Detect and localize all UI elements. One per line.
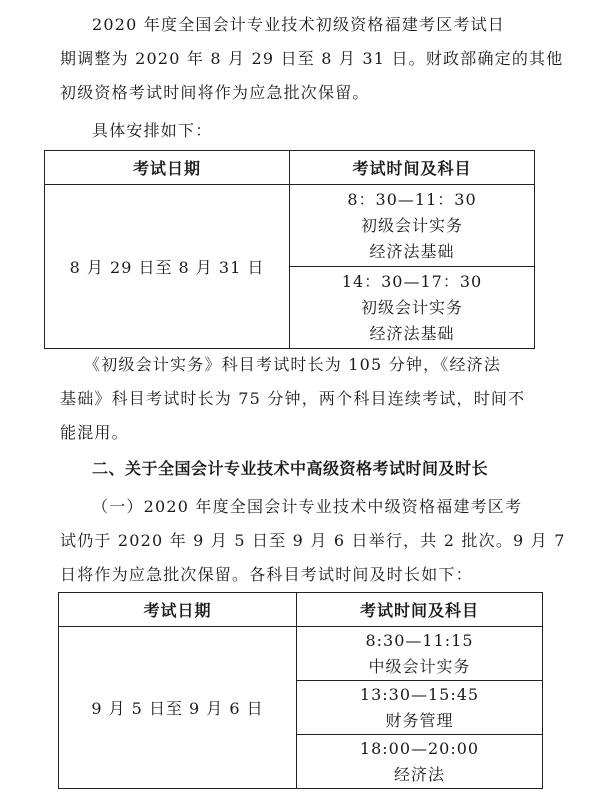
paragraph-1-line-1: 2020 年度全国会计专业技术初级资格福建考区考试日	[92, 15, 506, 34]
session-subject: 财务管理	[385, 710, 454, 730]
session-subject: 初级会计实务	[360, 215, 463, 235]
session-time: 14：30—17：30	[341, 271, 483, 291]
table-2-session-2	[297, 681, 543, 735]
table-2-session-1	[297, 627, 543, 681]
paragraph-2-line-2: 基础》科目考试时长为 75 分钟，两个科目连续考试，时间不	[60, 389, 526, 408]
session-time: 8：30—11：30	[347, 189, 477, 209]
intermediate-exam-schedule-table	[58, 592, 543, 789]
paragraph-1-line-2: 期调整为 2020 年 8 月 29 日至 8 月 31 日。财政部确定的其他	[60, 49, 564, 68]
table-1-header-date: 考试日期	[45, 151, 290, 185]
session-subject: 经济法	[393, 764, 445, 784]
table-1-session-2	[290, 267, 535, 349]
table-2-session-3	[297, 735, 543, 789]
table-1-session-1	[290, 185, 535, 267]
primary-exam-schedule-table	[44, 150, 535, 349]
paragraph-2-line-1: 《初级会计实务》科目考试时长为 105 分钟，《经济法	[84, 355, 502, 374]
paragraph-3-line-1: （一）2020 年度全国会计专业技术中级资格福建考区考	[92, 497, 523, 516]
session-time: 13:30—15:45	[359, 684, 480, 704]
session-time: 18:00—20:00	[359, 738, 480, 758]
paragraph-3-line-2: 试仍于 2020 年 9 月 5 日至 9 月 6 日举行，共 2 批次。9 月 7	[60, 531, 566, 550]
table-2-header-date: 考试日期	[59, 593, 297, 627]
paragraph-1-line-3: 初级资格考试时间将作为应急批次保留。	[60, 83, 370, 102]
paragraph-2-line-3: 能混用。	[60, 423, 129, 442]
session-subject: 初级会计实务	[360, 297, 463, 317]
table-1-header-time: 考试时间及科目	[290, 151, 535, 185]
table-2-date-cell: 9 月 5 日至 9 月 6 日	[59, 627, 297, 789]
section-2-heading: 二、关于全国会计专业技术中高级资格考试时间及时长	[92, 459, 489, 478]
session-subject: 经济法基础	[369, 241, 455, 261]
session-subject: 中级会计实务	[368, 656, 471, 676]
table-2-header-time: 考试时间及科目	[297, 593, 543, 627]
table-1-date-cell: 8 月 29 日至 8 月 31 日	[45, 185, 290, 349]
session-subject: 经济法基础	[369, 323, 455, 343]
paragraph-3-line-3: 日将作为应急批次保留。各科目考试时间及时长如下：	[60, 565, 473, 584]
session-time: 8:30—11:15	[365, 630, 474, 650]
arrangement-intro: 具体安排如下：	[92, 121, 213, 140]
